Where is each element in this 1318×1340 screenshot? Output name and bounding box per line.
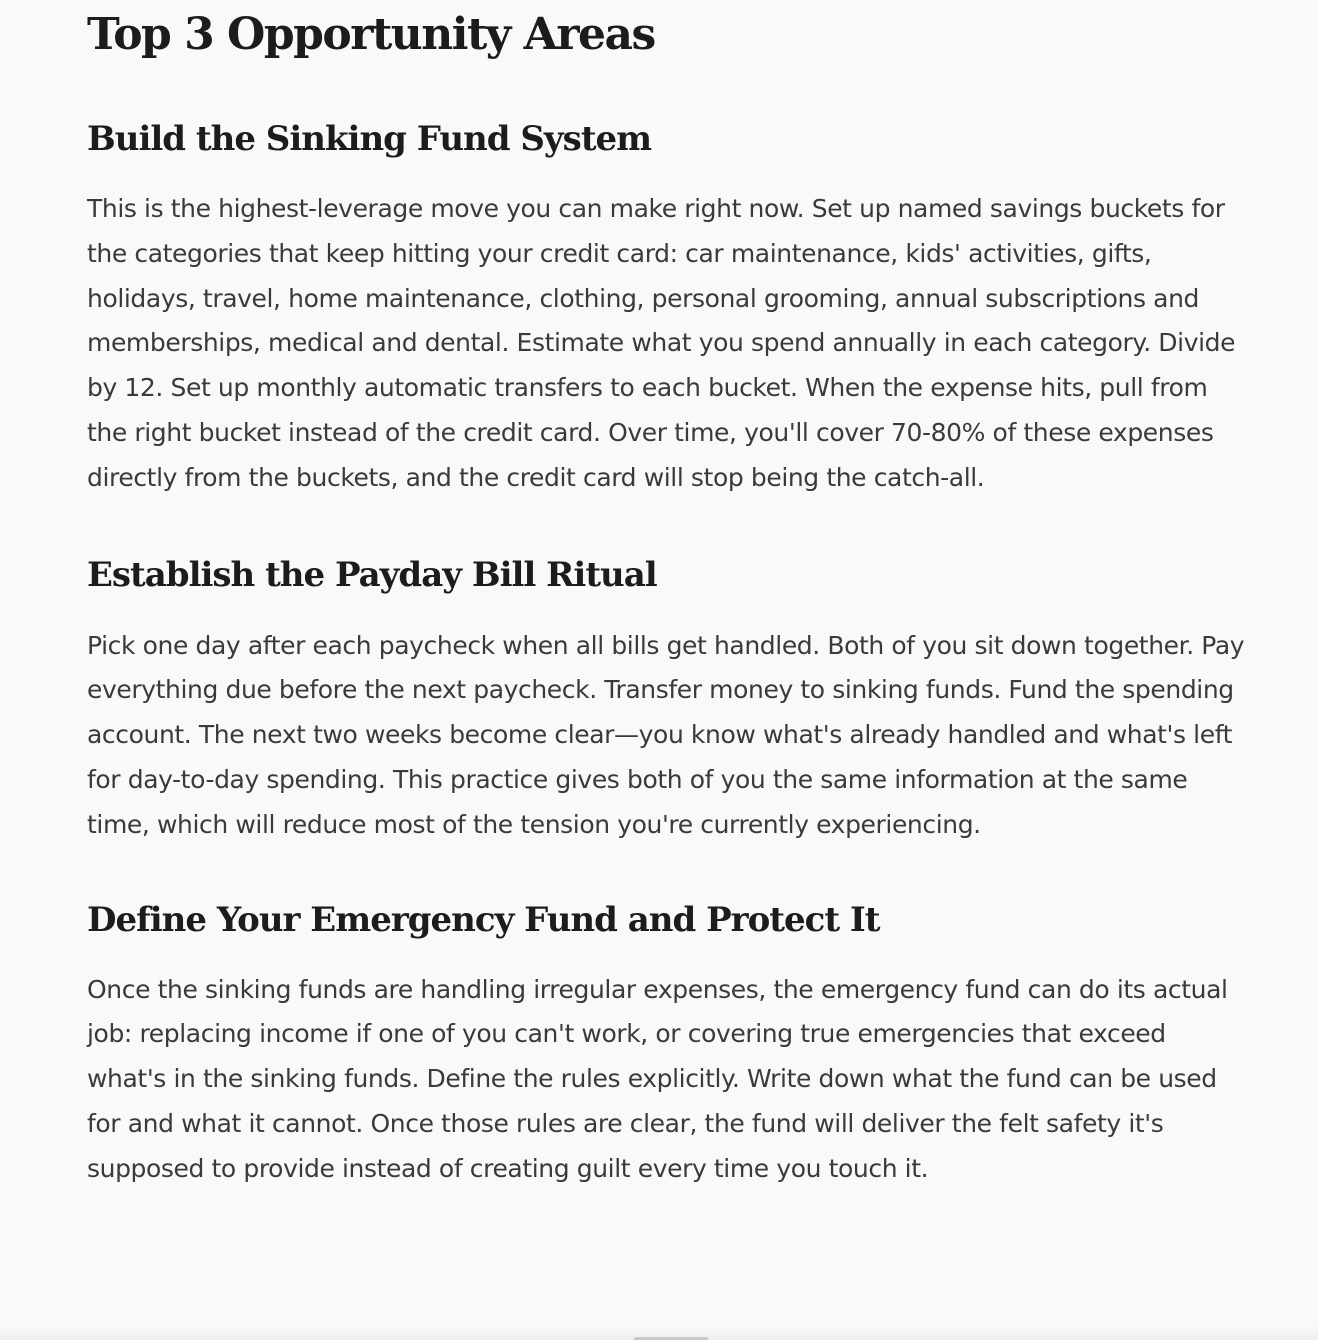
section-body: Pick one day after each paycheck when all bills get handled. Both of you sit down together. Pay everything due before the next paycheck. Transfer money to sinking funds. Fund the spending account. The next two weeks become clear—you know what's already handled and what's left for day-to-day spending. This practice gives both of you the same information at the same time, which will reduce most of the tension you're currently experiencing. — [87, 630, 1245, 839]
section-sinking-fund — [87, 116, 1247, 501]
section-body: Once the sinking funds are handling irregular expenses, the emergency fund can do its actual job: replacing income if one of you can't work, or covering true emergencies that exceed what's in the sinking funds. Define the rules explicitly. Write down what the fund can be used for and what it cannot. Once those rules are clear, the fund will deliver the felt safety it's supposed to provide instead of creating guilt every time you touch it. — [87, 974, 1228, 1183]
section-heading: Build the Sinking Fund System — [87, 119, 652, 159]
section-heading: Establish the Payday Bill Ritual — [87, 554, 657, 595]
section-emergency-fund — [87, 897, 1247, 1192]
section-payday-bill-ritual — [87, 552, 1247, 848]
section-body: This is the highest-leverage move you can make right now. Set up named savings buckets for the categories that keep hitting your credit card: car maintenance, kids' activities, gifts, holidays, travel, home maintenance, clothing, personal grooming, annual subscriptions and memberships, medical and dental. Estimate what you spend annually in each category. Divide by 12. Set up monthly automatic transfers to each bucket. When the expense hits, pull from the right bucket instead of the credit card. Over time, you'll cover 70-80% of these expenses directly from the buckets, and the credit card will stop being the catch-all. — [87, 194, 1236, 492]
section-heading: Define Your Emergency Fund and Protect It — [87, 899, 880, 940]
page-title: Top 3 Opportunity Areas — [87, 9, 655, 60]
document-content — [87, 0, 1247, 1192]
